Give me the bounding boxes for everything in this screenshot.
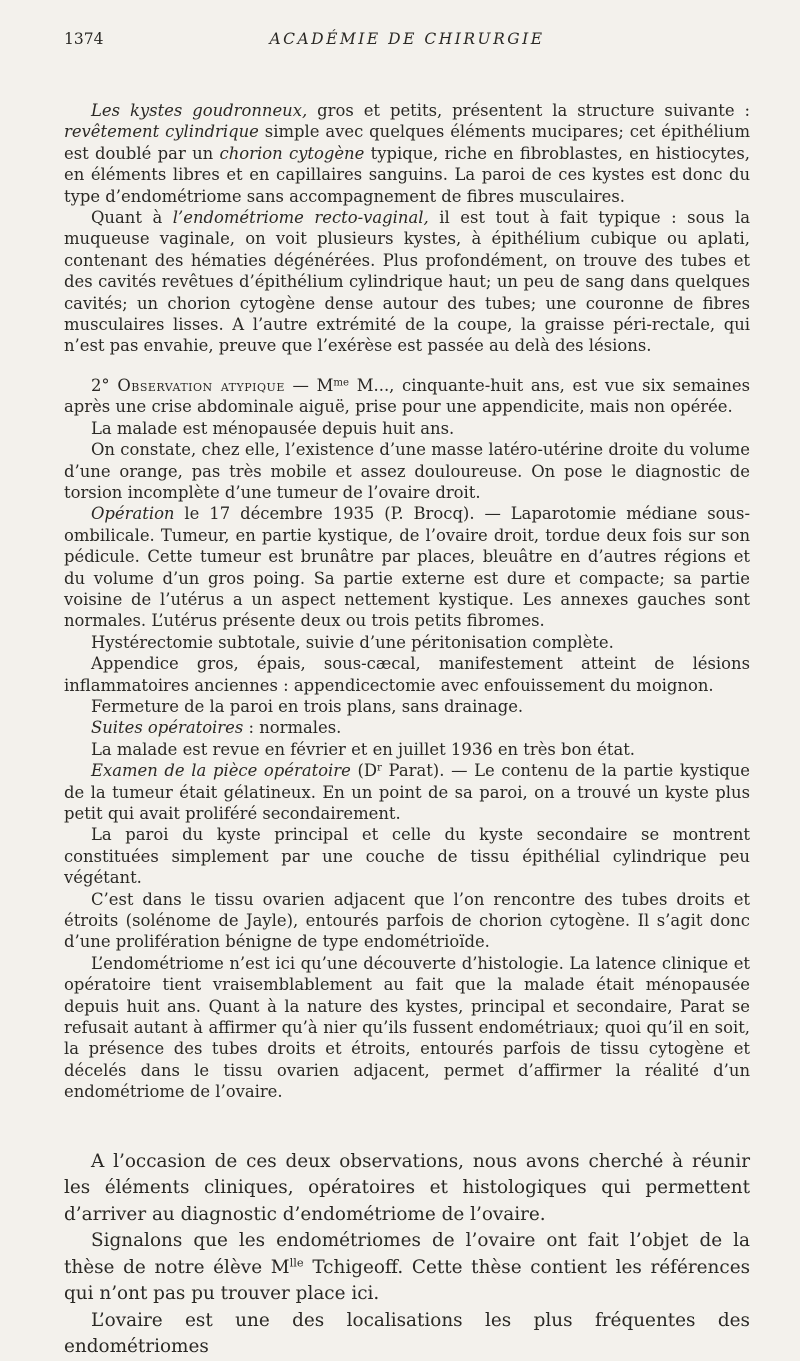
page-number: 1374 <box>64 30 104 48</box>
text-run: (D <box>350 761 378 781</box>
text-run: Tchigeoff. Cette thèse contient les références qui n’ont pas pu trouver place ici. <box>64 1256 751 1305</box>
text-run: 2° <box>91 375 118 395</box>
emphasis: chorion cytogène <box>219 143 365 163</box>
paragraph: Appendice gros, épais, sous-cæcal, manifestement atteint de lésions inflammatoires anciennes : appendicectomie avec enfouissement du moignon. <box>64 654 750 695</box>
text-run: simple avec quelques éléments mucipares; cet épithélium est doublé par un <box>64 122 750 163</box>
paragraph: Hystérectomie subtotale, suivie d’une péritonisation complète. <box>91 632 614 652</box>
paragraph: L’ovaire est une des localisations les plus fréquentes des endométriomes <box>64 1309 750 1358</box>
emphasis: l’endométriome recto-vaginal, <box>172 208 429 228</box>
observation-heading-paragraph <box>64 375 750 418</box>
body-small-print <box>64 100 750 1103</box>
observation-heading: Observation atypique <box>117 375 285 395</box>
paragraph: On constate, chez elle, l’existence d’une masse latéro-utérine droite du volume d’une orange, pas très mobile et assez douloureuse. On pose le diagnostic de torsion incomplète d’une tumeur de l’ovaire droit. <box>64 440 750 502</box>
paragraph <box>64 760 750 824</box>
body-large-print <box>64 1149 750 1361</box>
paragraph: La malade est revue en février et en juillet 1936 en très bon état. <box>91 739 636 759</box>
superscript: lle <box>289 1255 304 1270</box>
paragraph: La malade est ménopausée depuis huit ans. <box>91 418 455 438</box>
paragraph <box>64 207 750 357</box>
paragraph <box>64 100 750 207</box>
paragraph: C’est dans le tissu ovarien adjacent que l’on rencontre des tubes droits et étroits (solénome de Jayle), entourés parfois de chorion cytogène. Il s’agit donc d’une prolifération bénigne de type endométrioïde. <box>64 889 750 952</box>
superscript: me <box>333 377 350 389</box>
paragraph <box>64 717 750 738</box>
paragraph: Fermeture de la paroi en trois plans, sans drainage. <box>91 696 524 716</box>
paragraph: A l’occasion de ces deux observations, nous avons cherché à réunir les éléments cliniques, opératoires et histologiques qui permettent d’arriver au diagnostic d’endométriome de l’ovaire. <box>64 1150 750 1225</box>
running-title: ACADÉMIE DE CHIRURGIE <box>269 30 545 48</box>
paragraph <box>64 503 750 631</box>
text-run: le 17 décembre 1935 (P. Brocq). — Laparotomie médiane sous-ombilicale. Tumeur, en partie kystique, de l’ovaire droit, tordue deux fois sur son pédicule. Cette tumeur est brunâtre par places, bleuâtre en d’autres régions et du volume d’un gros poing. Sa partie externe est dure et compacte; sa partie voisine de l’utérus a un aspect nettement kystique. Les annexes gauches sont normales. L’utérus présente deux ou trois petits fibromes. <box>64 504 750 631</box>
page-header <box>64 30 750 58</box>
text-run: gros et petits, présentent la structure suivante : <box>307 101 751 120</box>
text-run: Quant à <box>91 208 173 228</box>
text-run: M..., cinquante-huit ans, est vue six semaines après une crise abdominale aiguë, prise pour une appendicite, mais non opérée. <box>64 375 750 417</box>
text-run: Signalons que les endométriomes de l’ovaire ont fait l’objet de la thèse de notre élève M <box>64 1230 750 1278</box>
paragraph <box>64 1228 750 1308</box>
emphasis: revêtement cylindrique <box>64 122 259 142</box>
emphasis: Les kystes goudronneux, <box>91 101 308 120</box>
emphasis: Suites opératoires <box>91 718 244 738</box>
emphasis: Examen de la pièce opératoire <box>91 761 351 781</box>
text-run: typique, riche en fibroblastes, en histiocytes, en éléments libres et en capillaires sanguins. La paroi de ces kystes est donc du type d’endométriome sans accompagnement de fibres musculaires. <box>64 143 750 206</box>
paragraph: L’endométriome n’est ici qu’une découverte d’histologie. La latence clinique et opératoire tient vraisemblablement au fait que la malade était ménopausée depuis huit ans. Quant à la nature des kystes, principal et secondaire, Parat se refusait autant à affirmer qu’à nier qu’ils fussent endométriaux; quoi qu’il en soit, la présence des tubes droits et étroits, entourés parfois de tissu cytogène et décelés dans le tissu ovarien adjacent, permet d’affirmer la réalité d’un endométriome de l’ovaire. <box>64 953 750 1102</box>
text-run: — M <box>284 375 334 395</box>
text-run: : normales. <box>243 718 342 738</box>
superscript: r <box>377 762 382 774</box>
text-run: il est tout à fait typique : sous la muqueuse vaginale, on voit plusieurs kystes, à épithélium cubique ou aplati, contenant des hématies dégénérées. Plus profondément, on trouve des tubes et des cavités revêtues d’épithélium cylindrique haut; un peu de sang dans quelques cavités; un chorion cytogène dense autour des tubes; une couronne de fibres musculaires lisses. A l’autre extrémité de la coupe, la graisse péri-rectale, qui n’est pas envahie, preuve que l’exérèse est passée au delà des lésions. <box>64 208 750 356</box>
text-run: Parat). — Le contenu de la partie kystique de la tumeur était gélatineux. En un point de sa paroi, on a trouvé un kyste plus petit qui avait proliféré secondairement. <box>64 761 750 823</box>
emphasis: Opération <box>91 504 175 524</box>
paragraph: La paroi du kyste principal et celle du kyste secondaire se montrent constituées simplement par une couche de tissu épithélial cylindrique peu végétant. <box>64 825 750 888</box>
